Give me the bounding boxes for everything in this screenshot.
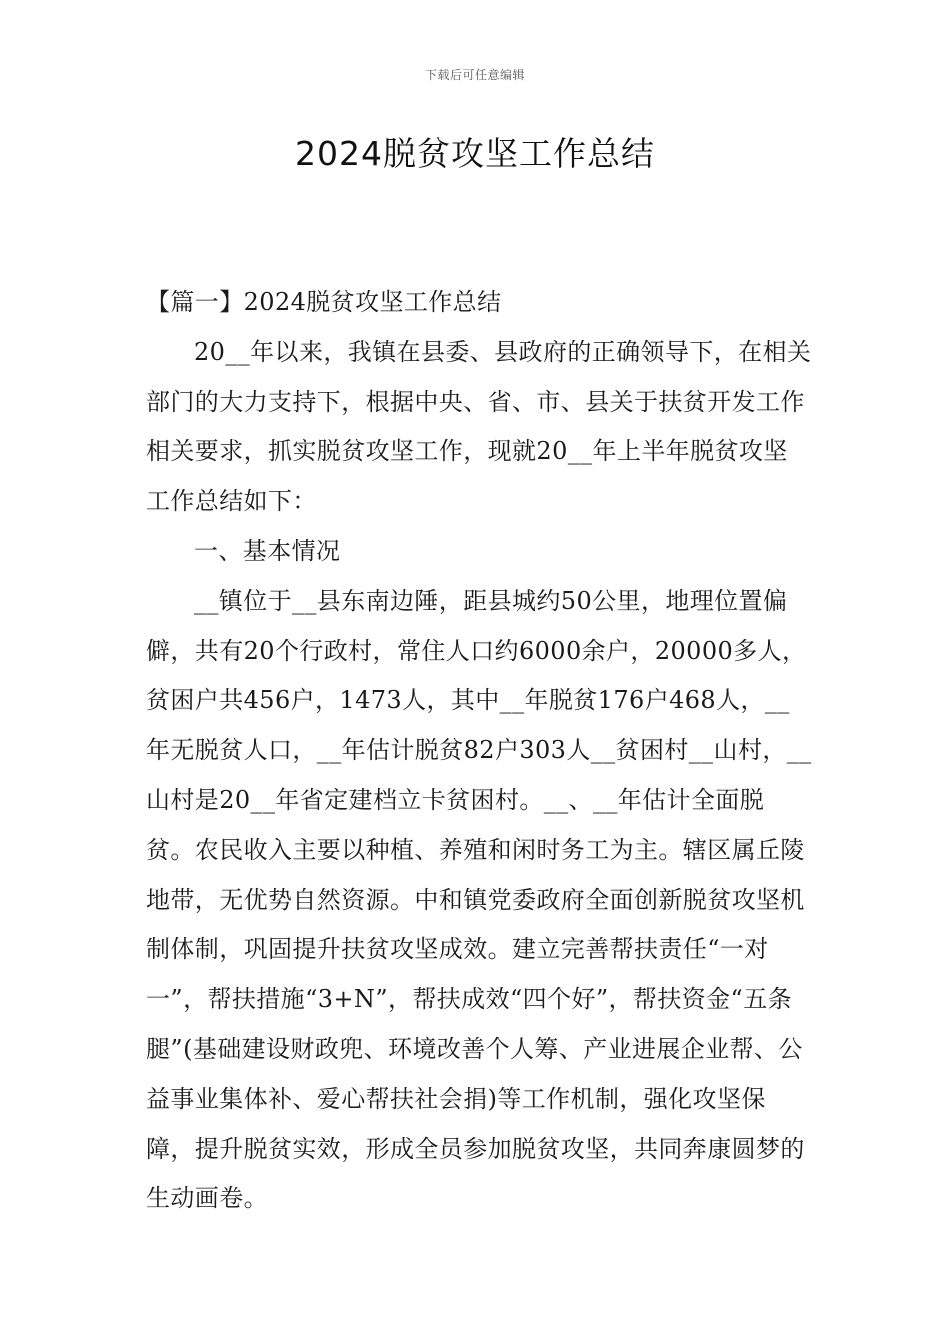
subsection-heading-basic-situation: 一、基本情况 (194, 536, 341, 565)
header-note: 下载后可任意编辑 (424, 68, 525, 82)
section-heading: 【篇一】2024脱贫攻坚工作总结 (146, 288, 502, 316)
document-body (146, 278, 812, 1224)
paragraph-intro: 20__年以来，我镇在县委、县政府的正确领导下，在相关部门的大力支持下，根据中央、省、市、县关于扶贫开发工作相关要求，抓实脱贫攻坚工作，现就20__年上半年脱贫攻坚工作总结如下： (146, 337, 812, 516)
paragraph-basic-situation: __镇位于__县东南边陲，距县城约50公里，地理位置偏僻，共有20个行政村，常住人口约6000余户，20000多人，贫困户共456户，1473人，其中__年脱贫176户468人，__年无脱贫人口，__年估计脱贫82户303人__贫困村__山村，__山村是20__年省定建档立卡贫困村。__、__年估计全面脱贫。农民收入主要以种植、养殖和闲时务工为主。辖区属丘陵地带，无优势自然资源。中和镇党委政府全面创新脱贫攻坚机制体制，巩固提升扶贫攻坚成效。建立完善帮扶责任“一对一”，帮扶措施“3+N”，帮扶成效“四个好”，帮扶资金“五条腿”(基础建设财政兜、环境改善个人筹、产业进展企业帮、公益事业集体补、爱心帮扶社会捐)等工作机制，强化攻坚保障，提升脱贫实效，形成全员参加脱贫攻坚，共同奔康圆梦的生动画卷。 (146, 586, 812, 1213)
document-title: 2024脱贫攻坚工作总结 (295, 134, 655, 173)
